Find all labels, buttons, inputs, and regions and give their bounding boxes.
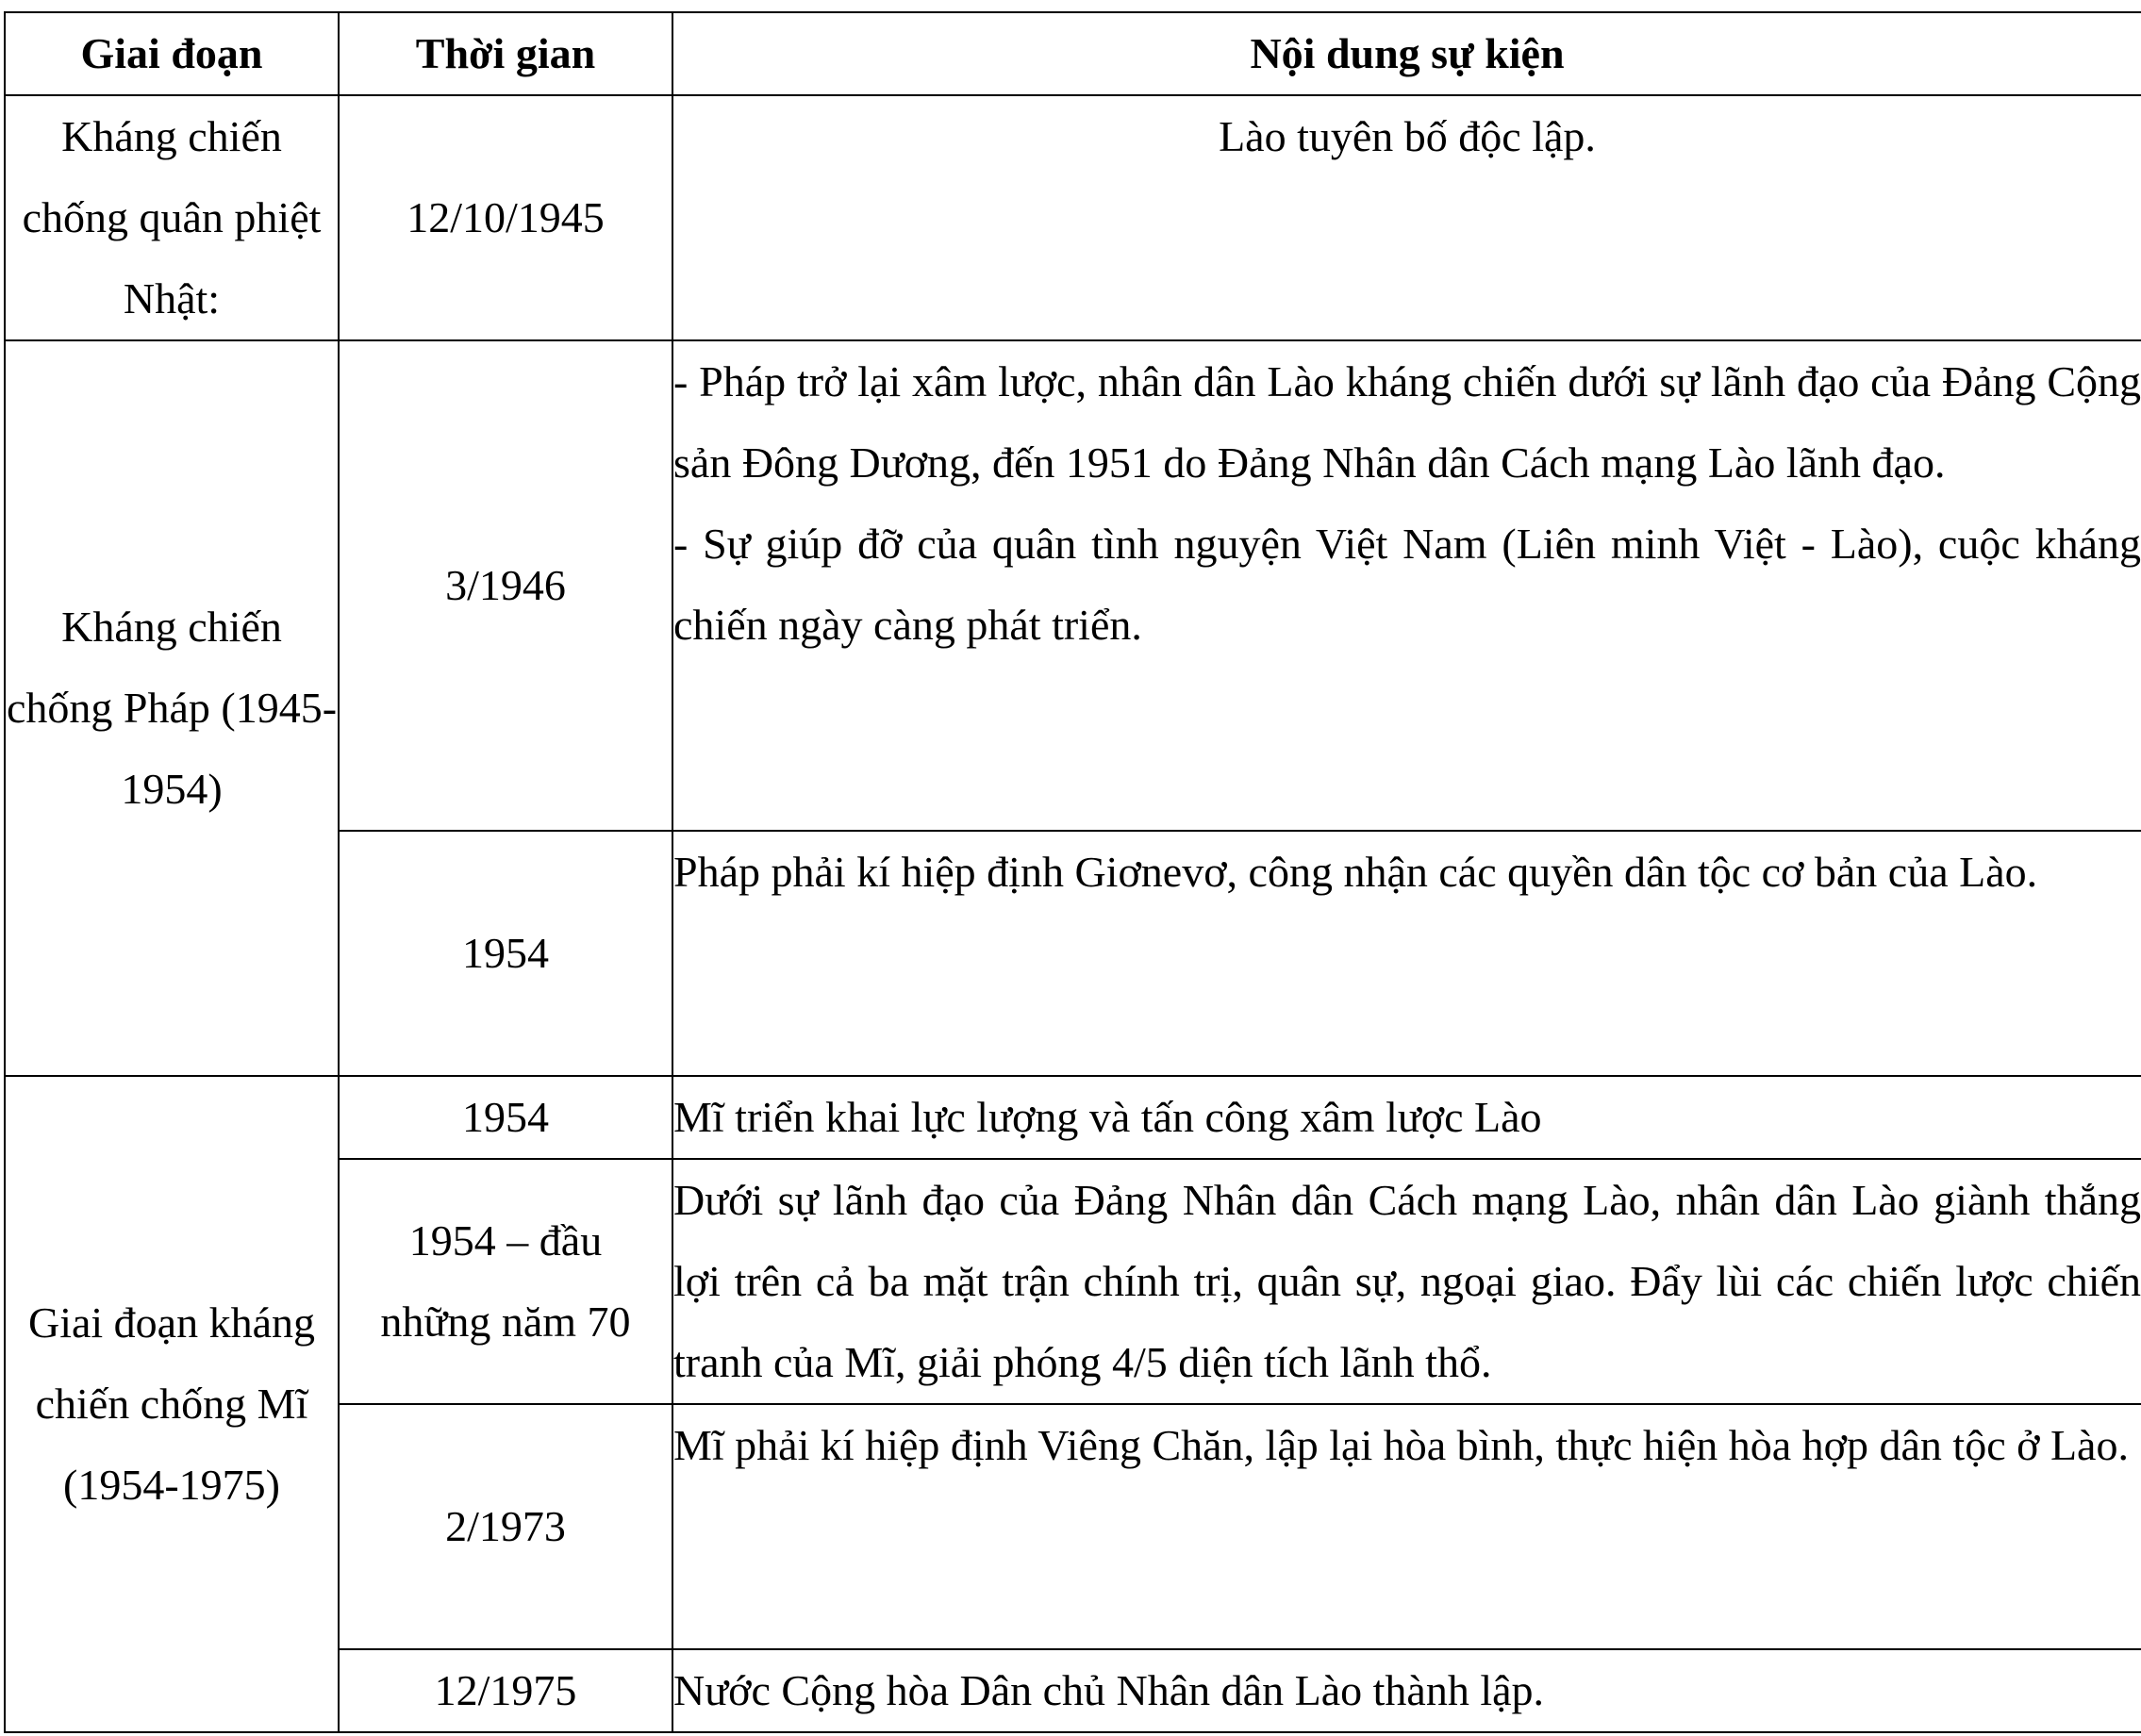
header-content: Nội dung sự kiện <box>672 12 2141 95</box>
phase-cell: Kháng chiến chống Pháp (1945-1954) <box>5 340 339 1076</box>
table-row <box>5 1076 2141 1159</box>
history-table <box>4 11 2141 1733</box>
content-cell <box>672 1404 2141 1649</box>
content-text: - Sự giúp đỡ của quân tình nguyện Việt Nam (Liên minh Việt - Lào), cuộc kháng chiến ngày càng phát triển. <box>673 520 2141 649</box>
time-cell: 1954 <box>339 1076 672 1159</box>
content-cell <box>672 95 2141 340</box>
time-cell: 3/1946 <box>339 340 672 831</box>
content-text: Lào tuyên bố độc lập. <box>1219 112 1596 160</box>
header-row <box>5 12 2141 95</box>
header-phase: Giai đoạn <box>5 12 339 95</box>
content-text: Mĩ triển khai lực lượng và tấn công xâm lược Lào <box>673 1093 1542 1141</box>
table-row <box>5 340 2141 831</box>
time-cell: 1954 <box>339 831 672 1076</box>
time-cell: 2/1973 <box>339 1404 672 1649</box>
header-time: Thời gian <box>339 12 672 95</box>
table-row <box>5 95 2141 340</box>
content-cell <box>672 831 2141 1076</box>
content-text: Dưới sự lãnh đạo của Đảng Nhân dân Cách mạng Lào, nhân dân Lào giành thắng lợi trên cả ba mặt trận chính trị, quân sự, ngoại giao. Đẩy lùi các chiến lược chiến tranh của Mĩ, giải phóng 4/5 diện tích lãnh thổ. <box>673 1176 2141 1386</box>
content-cell <box>672 1649 2141 1732</box>
content-text: Nước Cộng hòa Dân chủ Nhân dân Lào thành lập. <box>673 1666 1545 1714</box>
content-text: - Pháp trở lại xâm lược, nhân dân Lào kháng chiến dưới sự lãnh đạo của Đảng Cộng sản Đông Dương, đến 1951 do Đảng Nhân dân Cách mạng Lào lãnh đạo. <box>673 357 2141 487</box>
phase-cell: Kháng chiến chống quân phiệt Nhật: <box>5 95 339 340</box>
content-cell <box>672 1076 2141 1159</box>
content-text: Mĩ phải kí hiệp định Viêng Chăn, lập lại hòa bình, thực hiện hòa hợp dân tộc ở Lào. <box>673 1421 2129 1469</box>
content-cell <box>672 1159 2141 1404</box>
content-cell <box>672 340 2141 831</box>
time-cell: 12/1975 <box>339 1649 672 1732</box>
content-text: Pháp phải kí hiệp định Giơnevơ, công nhận các quyền dân tộc cơ bản của Lào. <box>673 848 2038 896</box>
time-cell: 12/10/1945 <box>339 95 672 340</box>
time-cell: 1954 – đầu những năm 70 <box>339 1159 672 1404</box>
phase-cell: Giai đoạn kháng chiến chống Mĩ (1954-1975) <box>5 1076 339 1732</box>
